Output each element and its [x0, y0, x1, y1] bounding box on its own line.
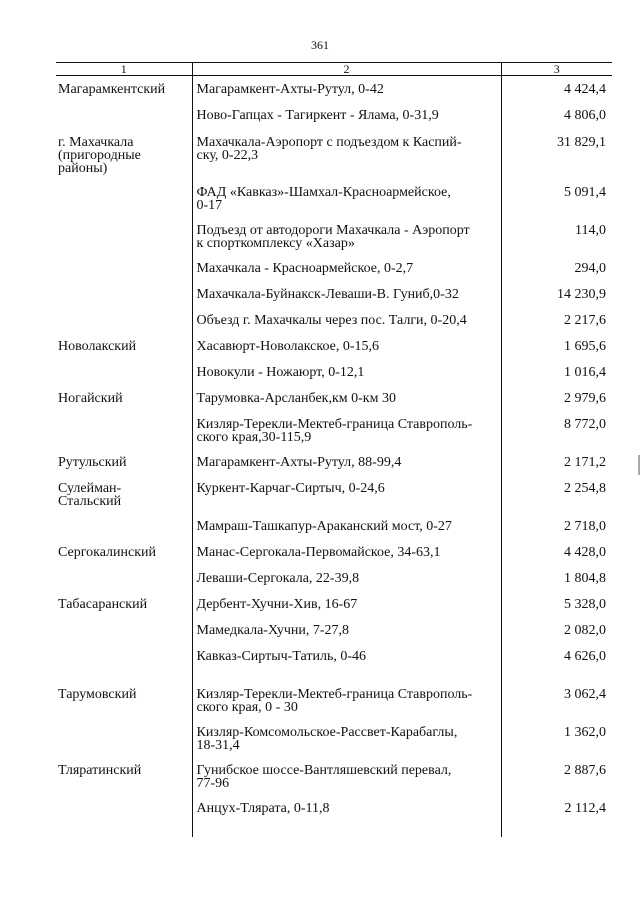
road-text: Леваши-Сергокала, 22-39,8: [196, 570, 360, 586]
value-cell: [501, 359, 612, 385]
district-cell: [56, 359, 192, 385]
district-text: Новолакский: [58, 338, 137, 354]
table-row: [56, 359, 612, 385]
road-cell: [192, 475, 501, 513]
road-cell: [192, 129, 501, 179]
district-cell: [56, 449, 192, 475]
value-cell: [501, 513, 612, 539]
table-row: [56, 129, 612, 179]
road-cell: [192, 795, 501, 837]
value-text: 14 230,9: [557, 286, 606, 302]
table-row: [56, 719, 612, 757]
table-row: [56, 217, 612, 255]
district-cell: [56, 719, 192, 757]
district-cell: [56, 591, 192, 617]
road-cell: [192, 513, 501, 539]
road-cell: [192, 681, 501, 719]
road-text: Анцух-Тлярата, 0-11,8: [196, 800, 330, 816]
value-cell: [501, 681, 612, 719]
district-cell: [56, 681, 192, 719]
road-text: Кизляр-Терекли-Мектеб-граница Ставрополь- ского края, 0 - 30: [196, 686, 473, 715]
table-row: [56, 795, 612, 837]
value-cell: [501, 129, 612, 179]
table-row: [56, 539, 612, 565]
road-text: Гунибское шоссе-Вантляшевский перевал, 77-96: [196, 762, 452, 791]
table-row: [56, 565, 612, 591]
table-row: [56, 681, 612, 719]
road-cell: [192, 617, 501, 643]
road-text: Магарамкент-Ахты-Рутул, 0-42: [196, 82, 384, 97]
road-cell: [192, 359, 501, 385]
road-cell: [192, 281, 501, 307]
road-cell: [192, 591, 501, 617]
district-text: Тляратинский: [58, 762, 142, 778]
district-text: Тарумовский: [58, 686, 137, 702]
value-text: 2 112,4: [564, 800, 606, 816]
road-text: Дербент-Хучни-Хив, 16-67: [196, 596, 358, 612]
road-cell: [192, 411, 501, 449]
district-cell: [56, 179, 192, 217]
table-row: [56, 513, 612, 539]
district-cell: [56, 617, 192, 643]
road-text: Кизляр-Комсомольское-Рассвет-Карабаглы, 18-31,4: [196, 724, 458, 753]
road-text: Махачкала-Буйнакск-Леваши-В. Гуниб,0-32: [196, 286, 459, 302]
road-text: Махачкала - Красноармейское, 0-2,7: [196, 260, 414, 276]
value-text: 2 082,0: [564, 622, 606, 638]
value-cell: [501, 281, 612, 307]
value-cell: [501, 643, 612, 681]
value-cell: [501, 449, 612, 475]
road-text: Хасавюрт-Новолакское, 0-15,6: [196, 338, 380, 354]
district-text: Сулейман- Стальский: [58, 480, 122, 509]
table-body: [56, 76, 612, 837]
value-text: 4 424,4: [564, 82, 606, 97]
header-col-2: 2: [192, 63, 501, 76]
table-row: [56, 76, 612, 102]
road-text: Тарумовка-Арсланбек,км 0-км 30: [196, 390, 396, 406]
value-cell: [501, 102, 612, 129]
value-text: 8 772,0: [564, 416, 606, 432]
table-row: [56, 411, 612, 449]
value-text: 294,0: [574, 260, 606, 276]
table-row: [56, 102, 612, 129]
district-cell: [56, 76, 192, 102]
road-cell: [192, 76, 501, 102]
district-cell: [56, 281, 192, 307]
district-text: Магарамкентский: [58, 82, 166, 97]
value-cell: [501, 411, 612, 449]
road-cell: [192, 449, 501, 475]
table-header: [56, 63, 612, 76]
value-cell: [501, 591, 612, 617]
table-row: [56, 449, 612, 475]
table-row: [56, 643, 612, 681]
road-text: Подъезд от автодороги Махачкала - Аэропорт к спорткомплексу «Хазар»: [196, 222, 470, 251]
road-cell: [192, 217, 501, 255]
road-text: Мамраш-Ташкапур-Араканский мост, 0-27: [196, 518, 452, 534]
header-col-3: 3: [501, 63, 612, 76]
district-cell: [56, 102, 192, 129]
district-cell: [56, 757, 192, 795]
road-cell: [192, 385, 501, 411]
table-row: [56, 757, 612, 795]
value-text: 2 718,0: [564, 518, 606, 534]
value-cell: [501, 76, 612, 102]
district-cell: [56, 513, 192, 539]
value-text: 31 829,1: [557, 134, 606, 150]
value-cell: [501, 217, 612, 255]
road-cell: [192, 255, 501, 281]
road-text: Объезд г. Махачкалы через пос. Талги, 0-20,4: [196, 312, 467, 328]
road-cell: [192, 719, 501, 757]
value-text: 1 695,6: [564, 338, 606, 354]
value-cell: [501, 719, 612, 757]
value-text: 1 804,8: [564, 570, 606, 586]
header-col-1: 1: [56, 63, 192, 76]
value-text: 2 887,6: [564, 762, 606, 778]
road-text: Кизляр-Терекли-Мектеб-граница Ставрополь- ского края,30-115,9: [196, 416, 473, 445]
district-cell: [56, 475, 192, 513]
road-cell: [192, 757, 501, 795]
road-text: Ново-Гапцах - Тагиркент - Ялама, 0-31,9: [196, 107, 439, 123]
road-text: Кавказ-Сиртыч-Татиль, 0-46: [196, 648, 367, 664]
table-row: [56, 281, 612, 307]
district-cell: [56, 411, 192, 449]
value-text: 114,0: [575, 222, 606, 238]
district-cell: [56, 129, 192, 179]
value-cell: [501, 565, 612, 591]
value-text: 3 062,4: [564, 686, 606, 702]
value-text: 1 362,0: [564, 724, 606, 740]
table-row: [56, 333, 612, 359]
value-text: 4 626,0: [564, 648, 606, 664]
road-cell: [192, 307, 501, 333]
road-cell: [192, 539, 501, 565]
value-cell: [501, 617, 612, 643]
roads-table: [56, 62, 612, 837]
district-text: Сергокалинский: [58, 544, 157, 560]
value-text: 5 328,0: [564, 596, 606, 612]
table-row: [56, 255, 612, 281]
value-text: 5 091,4: [564, 184, 606, 200]
district-cell: [56, 539, 192, 565]
value-cell: [501, 333, 612, 359]
road-text: Мамедкала-Хучни, 7-27,8: [196, 622, 350, 638]
value-text: 2 254,8: [564, 480, 606, 496]
district-cell: [56, 333, 192, 359]
district-text: Ногайский: [58, 390, 123, 406]
district-cell: [56, 565, 192, 591]
road-cell: [192, 565, 501, 591]
district-cell: [56, 795, 192, 837]
district-text: Рутульский: [58, 454, 127, 470]
table-row: [56, 385, 612, 411]
road-text: Новокули - Ножаюрт, 0-12,1: [196, 364, 365, 380]
road-cell: [192, 102, 501, 129]
district-text: Табасаранский: [58, 596, 148, 612]
road-text: ФАД «Кавказ»-Шамхал-Красноармейское, 0-17: [196, 184, 451, 213]
table-row: [56, 179, 612, 217]
value-text: 1 016,4: [564, 364, 606, 380]
district-cell: [56, 255, 192, 281]
value-cell: [501, 307, 612, 333]
value-cell: [501, 179, 612, 217]
value-text: 4 428,0: [564, 544, 606, 560]
road-text: Магарамкент-Ахты-Рутул, 88-99,4: [196, 454, 402, 470]
road-text: Махачкала-Аэропорт с подъездом к Каспий- ску, 0-22,3: [196, 134, 462, 163]
value-text: 2 217,6: [564, 312, 606, 328]
road-text: Манас-Сергокала-Первомайское, 34-63,1: [196, 544, 441, 560]
value-cell: [501, 475, 612, 513]
road-cell: [192, 643, 501, 681]
value-text: 2 979,6: [564, 390, 606, 406]
district-cell: [56, 643, 192, 681]
road-cell: [192, 179, 501, 217]
table-row: [56, 307, 612, 333]
district-cell: [56, 385, 192, 411]
value-text: 2 171,2: [564, 454, 606, 470]
table-row: [56, 591, 612, 617]
road-text: Куркент-Карчаг-Сиртыч, 0-24,6: [196, 480, 385, 496]
value-cell: [501, 795, 612, 837]
value-cell: [501, 385, 612, 411]
value-cell: [501, 539, 612, 565]
district-cell: [56, 307, 192, 333]
value-cell: [501, 255, 612, 281]
table-row: [56, 475, 612, 513]
table-row: [56, 617, 612, 643]
value-text: 4 806,0: [564, 107, 606, 123]
road-cell: [192, 333, 501, 359]
district-cell: [56, 217, 192, 255]
page-number: 361: [311, 38, 329, 52]
district-text: г. Махачкала (пригородные районы): [58, 134, 141, 176]
value-cell: [501, 757, 612, 795]
